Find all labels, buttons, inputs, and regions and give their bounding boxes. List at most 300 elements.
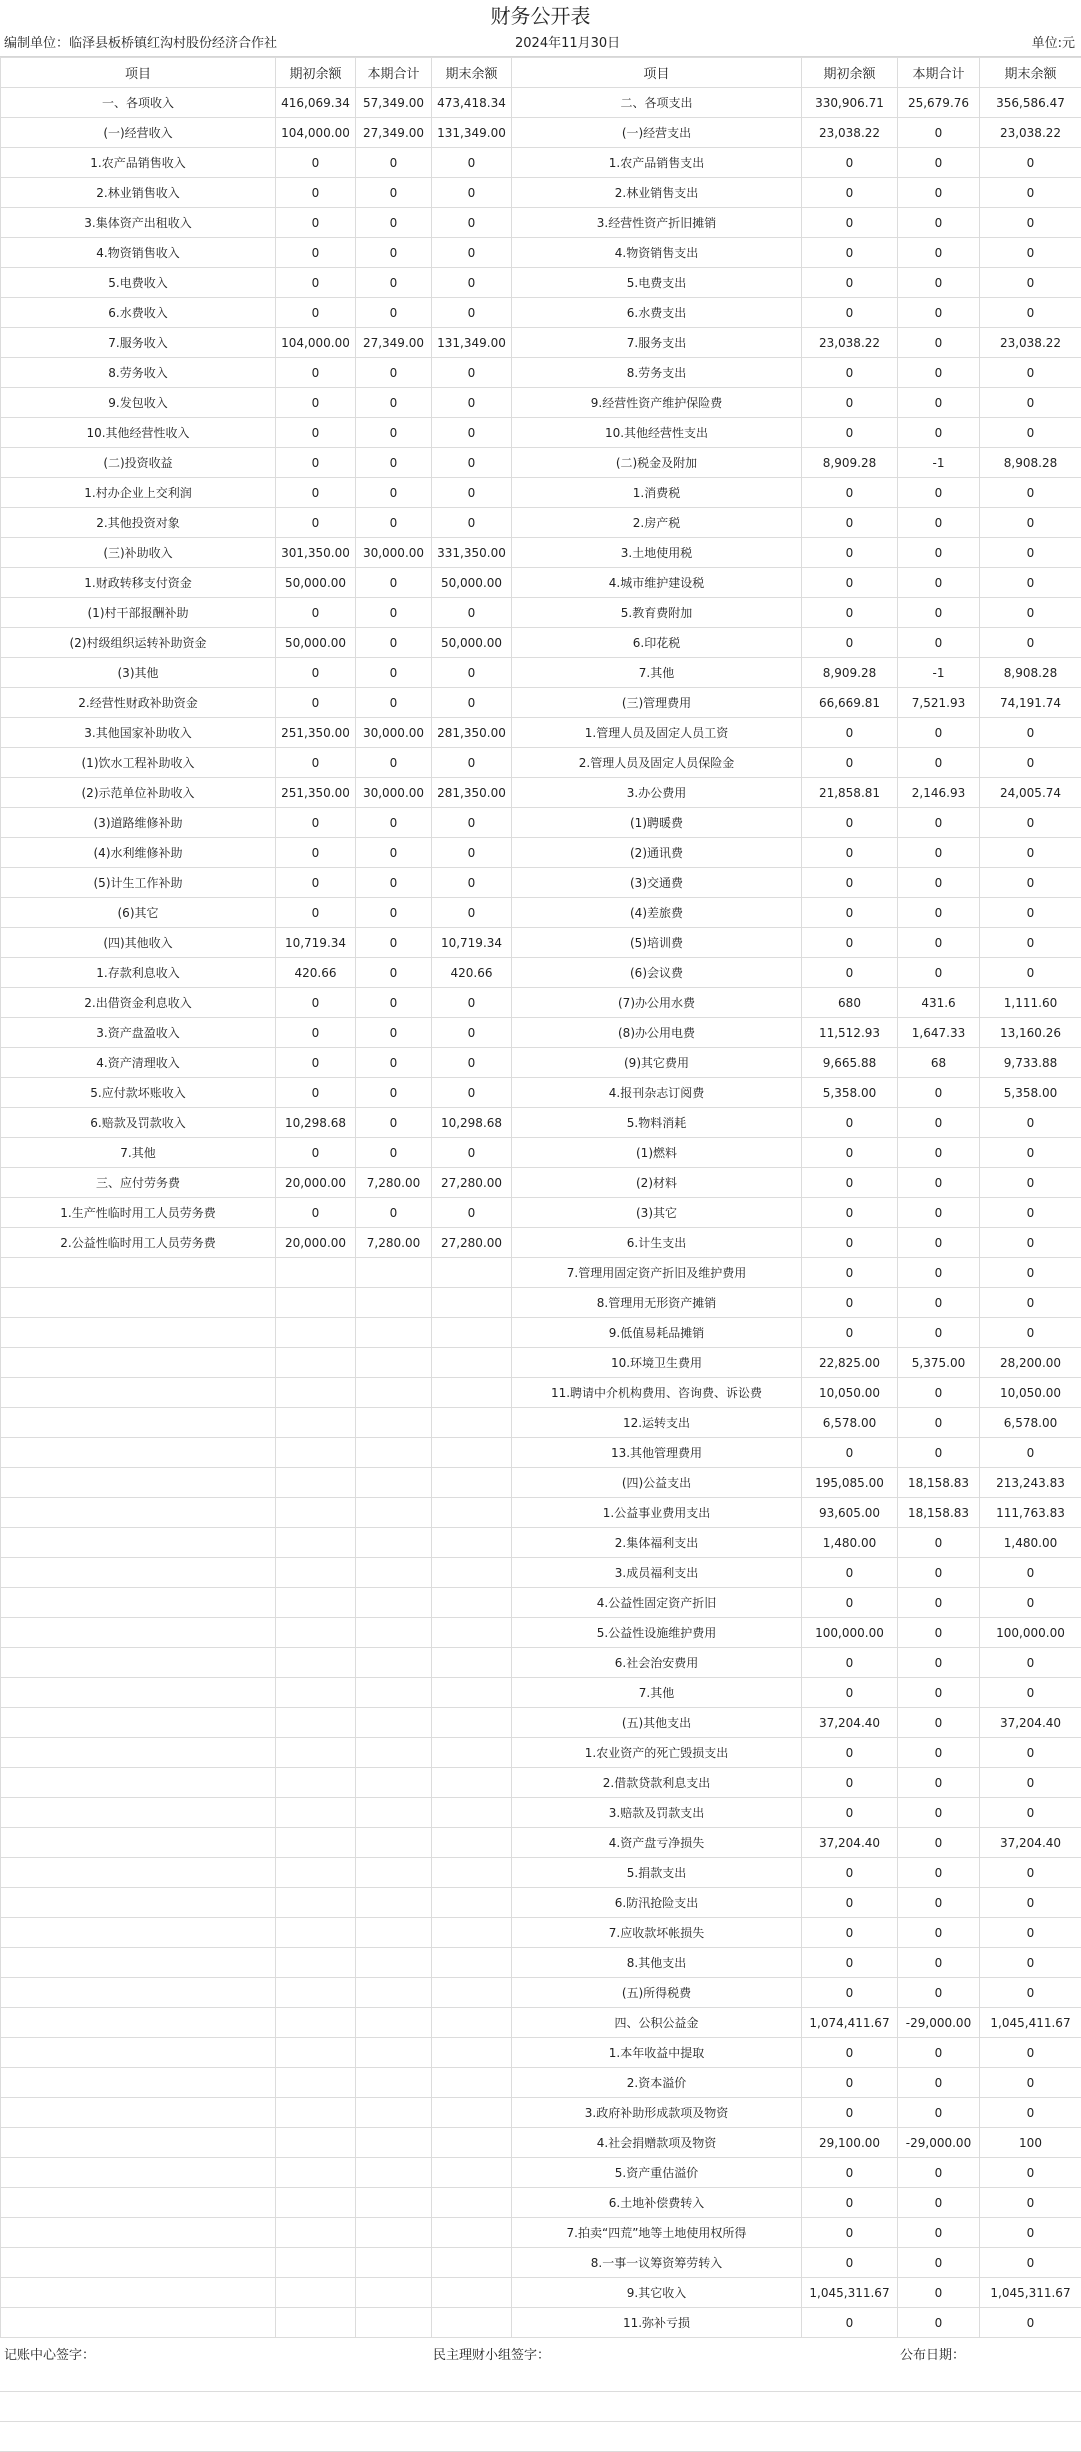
amount-cell: 0 — [802, 568, 898, 598]
amount-cell: 0 — [276, 868, 356, 898]
amount-cell: 0 — [276, 988, 356, 1018]
table-row — [1, 1258, 1081, 1288]
amount-cell — [432, 2218, 512, 2248]
amount-cell: 0 — [276, 298, 356, 328]
item-name-cell: 10.其他经营性收入 — [1, 418, 276, 448]
amount-cell: 0 — [432, 1048, 512, 1078]
item-name-cell: 1.村办企业上交利润 — [1, 478, 276, 508]
amount-cell: 9,665.88 — [802, 1048, 898, 1078]
column-header: 期初余额 — [802, 58, 898, 88]
amount-cell: 0 — [898, 1258, 980, 1288]
item-name-cell: 9.发包收入 — [1, 388, 276, 418]
item-name-cell: 9.经营性资产维护保险费 — [512, 388, 802, 418]
item-name-cell: (五)所得税费 — [512, 1978, 802, 2008]
table-row — [1, 898, 1081, 928]
amount-cell — [276, 1678, 356, 1708]
amount-cell: 0 — [356, 238, 432, 268]
amount-cell: 50,000.00 — [432, 568, 512, 598]
amount-cell — [432, 1558, 512, 1588]
report-date: 2024年11月30日 — [515, 32, 620, 56]
amount-cell — [356, 1828, 432, 1858]
amount-cell: 0 — [898, 2158, 980, 2188]
item-name-cell: 2.其他投资对象 — [1, 508, 276, 538]
amount-cell — [276, 1768, 356, 1798]
amount-cell: 1,045,311.67 — [980, 2278, 1081, 2308]
item-name-cell: 1.农产品销售支出 — [512, 148, 802, 178]
amount-cell: 431.6 — [898, 988, 980, 1018]
amount-cell: 21,858.81 — [802, 778, 898, 808]
table-row — [1, 2038, 1081, 2068]
amount-cell: 8,908.28 — [980, 658, 1081, 688]
amount-cell: 10,298.68 — [276, 1108, 356, 1138]
amount-cell: 8,909.28 — [802, 658, 898, 688]
amount-cell — [276, 2218, 356, 2248]
table-row — [1, 2278, 1081, 2308]
amount-cell — [432, 1648, 512, 1678]
amount-cell: 0 — [898, 1198, 980, 1228]
table-row — [1, 1378, 1081, 1408]
item-name-cell: (四)公益支出 — [512, 1468, 802, 1498]
amount-cell: 29,100.00 — [802, 2128, 898, 2158]
item-name-cell: 8.劳务支出 — [512, 358, 802, 388]
amount-cell — [432, 1798, 512, 1828]
amount-cell: 0 — [802, 868, 898, 898]
item-name-cell: 4.物资销售收入 — [1, 238, 276, 268]
amount-cell: 0 — [898, 1438, 980, 1468]
amount-cell: 0 — [980, 298, 1081, 328]
amount-cell: 0 — [898, 538, 980, 568]
amount-cell: 8,908.28 — [980, 448, 1081, 478]
amount-cell — [356, 2098, 432, 2128]
item-name-cell: (5)培训费 — [512, 928, 802, 958]
item-name-cell: 3.赔款及罚款支出 — [512, 1798, 802, 1828]
amount-cell — [276, 1528, 356, 1558]
column-header: 期末余额 — [980, 58, 1081, 88]
amount-cell — [356, 1498, 432, 1528]
item-name-cell — [1, 1828, 276, 1858]
amount-cell — [432, 1738, 512, 1768]
amount-cell: 0 — [802, 2068, 898, 2098]
table-row — [1, 298, 1081, 328]
item-name-cell: 2.林业销售收入 — [1, 178, 276, 208]
item-name-cell: 9.低值易耗品摊销 — [512, 1318, 802, 1348]
amount-cell — [276, 1798, 356, 1828]
item-name-cell: 4.报刊杂志订阅费 — [512, 1078, 802, 1108]
amount-cell: 0 — [980, 598, 1081, 628]
amount-cell: 0 — [980, 2188, 1081, 2218]
table-row — [1, 2308, 1081, 2338]
amount-cell: 0 — [356, 358, 432, 388]
amount-cell — [276, 2158, 356, 2188]
amount-cell: 0 — [980, 1168, 1081, 1198]
amount-cell: 0 — [432, 268, 512, 298]
amount-cell: 0 — [980, 2068, 1081, 2098]
amount-cell: 0 — [432, 478, 512, 508]
amount-cell: 0 — [980, 2308, 1081, 2338]
amount-cell: 680 — [802, 988, 898, 1018]
amount-cell — [432, 1768, 512, 1798]
amount-cell: 251,350.00 — [276, 718, 356, 748]
amount-cell: 0 — [898, 178, 980, 208]
amount-cell: 27,280.00 — [432, 1228, 512, 1258]
amount-cell: 93,605.00 — [802, 1498, 898, 1528]
amount-cell: 0 — [432, 808, 512, 838]
item-name-cell: 3.资产盘盈收入 — [1, 1018, 276, 1048]
amount-cell: 0 — [276, 1048, 356, 1078]
amount-cell: 416,069.34 — [276, 88, 356, 118]
item-name-cell: 5.捐款支出 — [512, 1858, 802, 1888]
amount-cell: 0 — [802, 598, 898, 628]
amount-cell — [432, 2128, 512, 2158]
amount-cell: 0 — [802, 1888, 898, 1918]
amount-cell — [356, 1738, 432, 1768]
item-name-cell — [1, 1558, 276, 1588]
amount-cell: 0 — [980, 148, 1081, 178]
amount-cell — [276, 1348, 356, 1378]
amount-cell — [276, 2128, 356, 2158]
table-row — [1, 508, 1081, 538]
amount-cell: 0 — [802, 1168, 898, 1198]
amount-cell: 30,000.00 — [356, 778, 432, 808]
amount-cell: 0 — [980, 2218, 1081, 2248]
amount-cell: 0 — [898, 1798, 980, 1828]
item-name-cell: (三)管理费用 — [512, 688, 802, 718]
item-name-cell: 4.资产清理收入 — [1, 1048, 276, 1078]
amount-cell: 0 — [276, 448, 356, 478]
amount-cell: 0 — [356, 148, 432, 178]
item-name-cell: 6.赔款及罚款收入 — [1, 1108, 276, 1138]
finance-group-signature: 民主理财小组签字： — [433, 2344, 550, 2363]
table-row — [1, 2128, 1081, 2158]
table-row — [1, 2248, 1081, 2278]
amount-cell: 100,000.00 — [980, 1618, 1081, 1648]
amount-cell — [356, 2128, 432, 2158]
amount-cell: 251,350.00 — [276, 778, 356, 808]
amount-cell: 74,191.74 — [980, 688, 1081, 718]
amount-cell: 37,204.40 — [802, 1828, 898, 1858]
amount-cell: 13,160.26 — [980, 1018, 1081, 1048]
amount-cell: 0 — [898, 1078, 980, 1108]
table-row — [1, 418, 1081, 448]
amount-cell: 0 — [432, 868, 512, 898]
amount-cell — [276, 1918, 356, 1948]
amount-cell: 0 — [898, 1168, 980, 1198]
amount-cell: 0 — [356, 178, 432, 208]
amount-cell: 0 — [980, 868, 1081, 898]
item-name-cell: (四)其他收入 — [1, 928, 276, 958]
item-name-cell: 7.应收款坏帐损失 — [512, 1918, 802, 1948]
item-name-cell: (一)经营支出 — [512, 118, 802, 148]
amount-cell: 0 — [898, 838, 980, 868]
amount-cell: 10,719.34 — [276, 928, 356, 958]
amount-cell — [432, 1468, 512, 1498]
amount-cell: 0 — [980, 1138, 1081, 1168]
amount-cell: 0 — [802, 1918, 898, 1948]
amount-cell: 131,349.00 — [432, 118, 512, 148]
amount-cell: 0 — [898, 418, 980, 448]
amount-cell: 0 — [898, 358, 980, 388]
amount-cell: 0 — [802, 628, 898, 658]
item-name-cell: 4.城市维护建设税 — [512, 568, 802, 598]
amount-cell: 0 — [980, 1888, 1081, 1918]
amount-cell: 1,480.00 — [802, 1528, 898, 1558]
amount-cell: 420.66 — [276, 958, 356, 988]
sheet-meta — [0, 32, 1081, 57]
amount-cell: 0 — [898, 1738, 980, 1768]
table-row — [1, 208, 1081, 238]
amount-cell: 0 — [432, 388, 512, 418]
item-name-cell: (1)村干部报酬补助 — [1, 598, 276, 628]
amount-cell: 0 — [276, 838, 356, 868]
amount-cell: 0 — [276, 238, 356, 268]
amount-cell: 1,480.00 — [980, 1528, 1081, 1558]
item-name-cell: 4.物资销售支出 — [512, 238, 802, 268]
item-name-cell — [1, 1348, 276, 1378]
amount-cell: 0 — [980, 208, 1081, 238]
amount-cell: 0 — [356, 1048, 432, 1078]
amount-cell: 0 — [276, 178, 356, 208]
item-name-cell — [1, 2188, 276, 2218]
amount-cell: 0 — [802, 1738, 898, 1768]
amount-cell: 0 — [432, 988, 512, 1018]
amount-cell: 0 — [432, 838, 512, 868]
item-name-cell: 1.生产性临时用工人员劳务费 — [1, 1198, 276, 1228]
amount-cell: 0 — [802, 1588, 898, 1618]
table-row — [1, 1828, 1081, 1858]
item-name-cell: 5.公益性设施维护费用 — [512, 1618, 802, 1648]
amount-cell: 0 — [432, 898, 512, 928]
amount-cell — [276, 1648, 356, 1678]
item-name-cell — [1, 2098, 276, 2128]
table-row — [1, 1618, 1081, 1648]
amount-cell: 0 — [432, 1018, 512, 1048]
item-name-cell — [1, 2308, 276, 2338]
amount-cell — [356, 2068, 432, 2098]
amount-cell — [432, 1858, 512, 1888]
amount-cell — [432, 1978, 512, 2008]
amount-cell — [432, 1498, 512, 1528]
amount-cell: 0 — [356, 688, 432, 718]
item-name-cell: 8.管理用无形资产摊销 — [512, 1288, 802, 1318]
amount-cell: 420.66 — [432, 958, 512, 988]
table-row — [1, 328, 1081, 358]
amount-cell: 0 — [898, 1828, 980, 1858]
amount-cell — [356, 1408, 432, 1438]
amount-cell: 0 — [802, 298, 898, 328]
amount-cell — [356, 1378, 432, 1408]
amount-cell: 0 — [980, 748, 1081, 778]
table-row — [1, 448, 1081, 478]
amount-cell: 0 — [898, 628, 980, 658]
amount-cell: 0 — [802, 238, 898, 268]
amount-cell: 0 — [980, 718, 1081, 748]
table-row — [1, 1318, 1081, 1348]
amount-cell: 0 — [356, 1108, 432, 1138]
column-header: 项目 — [512, 58, 802, 88]
amount-cell: 0 — [898, 1138, 980, 1168]
amount-cell: 0 — [980, 1108, 1081, 1138]
amount-cell: 100 — [980, 2128, 1081, 2158]
amount-cell: 37,204.40 — [980, 1828, 1081, 1858]
reporting-unit: 编制单位：临泽县板桥镇红沟村股份经济合作社 — [4, 32, 277, 56]
amount-cell: 0 — [276, 598, 356, 628]
amount-cell — [276, 1888, 356, 1918]
amount-cell: 0 — [356, 808, 432, 838]
table-row — [1, 148, 1081, 178]
amount-cell: 57,349.00 — [356, 88, 432, 118]
amount-cell: 213,243.83 — [980, 1468, 1081, 1498]
item-name-cell: 10.环境卫生费用 — [512, 1348, 802, 1378]
amount-cell: 0 — [802, 1858, 898, 1888]
item-name-cell: (5)计生工作补助 — [1, 868, 276, 898]
item-name-cell — [1, 1468, 276, 1498]
amount-cell: 0 — [276, 1078, 356, 1108]
amount-cell: 0 — [980, 1228, 1081, 1258]
amount-cell: 0 — [898, 598, 980, 628]
amount-cell: 131,349.00 — [432, 328, 512, 358]
amount-cell: 7,280.00 — [356, 1228, 432, 1258]
amount-cell: 0 — [802, 418, 898, 448]
amount-cell: 0 — [980, 838, 1081, 868]
amount-cell: 0 — [802, 208, 898, 238]
amount-cell: 0 — [898, 1618, 980, 1648]
item-name-cell: 9.其它收入 — [512, 2278, 802, 2308]
item-name-cell: 5.资产重估溢价 — [512, 2158, 802, 2188]
amount-cell: 1,647.33 — [898, 1018, 980, 1048]
item-name-cell — [1, 1438, 276, 1468]
item-name-cell: (3)道路维修补助 — [1, 808, 276, 838]
amount-cell — [276, 2008, 356, 2038]
amount-cell: 0 — [432, 238, 512, 268]
item-name-cell — [1, 2008, 276, 2038]
amount-cell: 0 — [276, 358, 356, 388]
amount-cell: 0 — [898, 118, 980, 148]
table-row — [1, 1168, 1081, 1198]
amount-cell: 0 — [802, 268, 898, 298]
amount-cell: 0 — [802, 2188, 898, 2218]
item-name-cell: 11.弥补亏损 — [512, 2308, 802, 2338]
amount-cell — [432, 1528, 512, 1558]
amount-cell — [432, 2038, 512, 2068]
item-name-cell: 四、公积公益金 — [512, 2008, 802, 2038]
amount-cell: -1 — [898, 448, 980, 478]
amount-cell: 0 — [276, 658, 356, 688]
amount-cell: 0 — [898, 238, 980, 268]
table-row — [1, 1438, 1081, 1468]
item-name-cell — [1, 1948, 276, 1978]
amount-cell: 0 — [432, 208, 512, 238]
amount-cell: 50,000.00 — [276, 568, 356, 598]
amount-cell: 0 — [432, 418, 512, 448]
amount-cell: 0 — [356, 388, 432, 418]
amount-cell: 0 — [802, 1978, 898, 2008]
item-name-cell — [1, 2158, 276, 2188]
table-row — [1, 988, 1081, 1018]
item-name-cell — [1, 1528, 276, 1558]
table-row — [1, 1048, 1081, 1078]
amount-cell: 356,586.47 — [980, 88, 1081, 118]
item-name-cell — [1, 1768, 276, 1798]
item-name-cell — [1, 1678, 276, 1708]
amount-cell — [356, 1798, 432, 1828]
table-row — [1, 598, 1081, 628]
item-name-cell — [1, 2248, 276, 2278]
amount-cell: 0 — [802, 1948, 898, 1978]
amount-cell: 0 — [898, 298, 980, 328]
amount-cell: 0 — [432, 448, 512, 478]
table-row — [1, 1948, 1081, 1978]
amount-cell: 0 — [898, 1678, 980, 1708]
amount-cell: 0 — [802, 1228, 898, 1258]
amount-cell: 281,350.00 — [432, 718, 512, 748]
publish-date: 公布日期： — [900, 2344, 965, 2363]
item-name-cell: 3.集体资产出租收入 — [1, 208, 276, 238]
sheet-title: 财务公开表 — [0, 0, 1081, 32]
amount-cell: 0 — [980, 268, 1081, 298]
amount-cell: 0 — [898, 1708, 980, 1738]
amount-cell: 0 — [980, 1858, 1081, 1888]
amount-cell — [432, 1378, 512, 1408]
item-name-cell: (4)差旅费 — [512, 898, 802, 928]
table-row — [1, 1888, 1081, 1918]
table-row — [1, 1528, 1081, 1558]
table-row — [1, 1018, 1081, 1048]
column-header: 本期合计 — [356, 58, 432, 88]
amount-cell: 18,158.83 — [898, 1468, 980, 1498]
amount-cell: 195,085.00 — [802, 1468, 898, 1498]
item-name-cell: 7.其他 — [1, 1138, 276, 1168]
amount-cell: 10,050.00 — [980, 1378, 1081, 1408]
amount-cell: 0 — [276, 688, 356, 718]
table-row — [1, 808, 1081, 838]
item-name-cell: 6.水费支出 — [512, 298, 802, 328]
table-row — [1, 538, 1081, 568]
table-row — [1, 2218, 1081, 2248]
amount-cell: 0 — [802, 1198, 898, 1228]
amount-cell: 0 — [356, 658, 432, 688]
item-name-cell: (二)税金及附加 — [512, 448, 802, 478]
amount-cell: 0 — [276, 1018, 356, 1048]
amount-cell: 37,204.40 — [802, 1708, 898, 1738]
item-name-cell: 1.公益事业费用支出 — [512, 1498, 802, 1528]
amount-cell — [276, 1318, 356, 1348]
amount-cell: 0 — [356, 418, 432, 448]
amount-cell — [432, 2248, 512, 2278]
item-name-cell: 10.其他经营性支出 — [512, 418, 802, 448]
table-row — [1, 628, 1081, 658]
table-row — [1, 928, 1081, 958]
table-row — [1, 118, 1081, 148]
amount-cell: 50,000.00 — [432, 628, 512, 658]
column-header: 本期合计 — [898, 58, 980, 88]
amount-cell: 0 — [898, 1288, 980, 1318]
item-name-cell — [1, 1978, 276, 2008]
amount-cell — [432, 1348, 512, 1378]
amount-cell: 0 — [276, 208, 356, 238]
amount-cell — [356, 1978, 432, 2008]
amount-cell: 0 — [276, 1138, 356, 1168]
amount-cell: 0 — [980, 958, 1081, 988]
table-row — [1, 2008, 1081, 2038]
amount-cell: 20,000.00 — [276, 1228, 356, 1258]
amount-cell: 0 — [432, 1198, 512, 1228]
amount-cell: 0 — [432, 298, 512, 328]
amount-cell: 0 — [802, 1768, 898, 1798]
item-name-cell: 6.水费收入 — [1, 298, 276, 328]
amount-cell — [432, 2188, 512, 2218]
item-name-cell: 1.本年收益中提取 — [512, 2038, 802, 2068]
amount-cell — [432, 1948, 512, 1978]
